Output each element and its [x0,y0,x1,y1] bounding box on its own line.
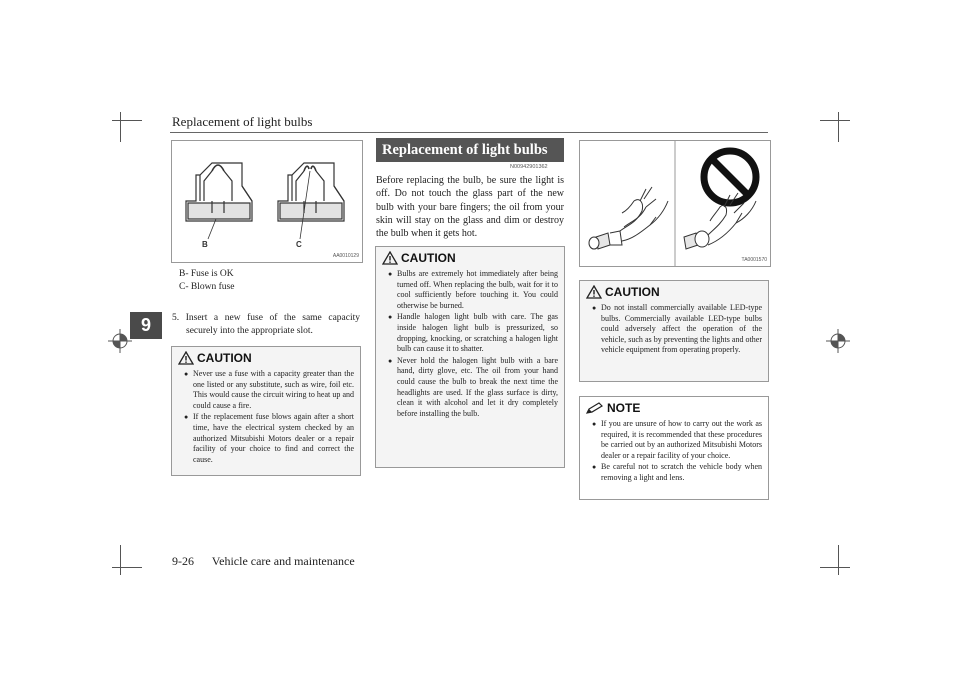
crop-mark [820,120,850,121]
note-title: NOTE [607,401,641,415]
caution-title: CAUTION [401,251,456,265]
warning-triangle-icon [382,251,398,265]
crop-mark [112,120,142,121]
crop-mark [120,545,121,575]
header-rule [170,132,768,133]
caution-item: ● If the replacement fuse blows again after a short time, have the electrical system checked by an authorized Mitsubishi Motors dealer or a repair facility of your choice to find and correct the cause. [184,412,354,465]
crop-mark [838,545,839,575]
fuse-drawing [172,141,362,262]
caution-title: CAUTION [605,285,660,299]
note-item: ● Be careful not to scratch the vehicle body when removing a light and lens. [592,462,762,483]
registration-target-left [108,329,132,353]
crop-mark [838,112,839,142]
caution-item: ● Bulbs are extremely hot immediately after being turned off. When replacing the bulb, wait for it to cool sufficiently before touching it. You could otherwise be burned. [388,269,558,311]
step-5-line-1: 5. Insert a new fuse of the same capacity [172,313,360,323]
bulb-handling-illustration [579,140,771,267]
step-5-line-2: securely into the appropriate slot. [186,325,313,336]
caution-item: ● Never hold the halogen light bulb with a bare hand, dirty glove, etc. The oil from your hand could cause the bulb to break the next time the headlights are used. If the glass surface is dirty, clean it with alcohol and let it dry completely before installing the bulb. [388,356,558,420]
caution-title: CAUTION [197,351,252,365]
note-item: ● If you are unsure of how to carry out the work as required, it is recommended that these procedures be carried out by an authorized Mitsubishi Motors dealer or a repair facility of your choice. [592,419,762,461]
pencil-icon [586,402,604,414]
warning-triangle-icon [586,285,602,299]
figure-code: TA0001570 [741,257,767,263]
note-box [579,396,769,500]
section-banner: Replacement of light bulbs [376,138,564,162]
chapter-tab: 9 [130,312,162,339]
section-intro: Before replacing the bulb, be sure the light is off. Do not touch the glass part of the new bulb with your bare fingers; the oil from your skin will stay on the glass and dim or destroy the bulb when it gets hot. [376,175,564,240]
caution-box-right [579,280,769,382]
footer-chapter: Vehicle care and maintenance [211,554,355,568]
figure-code: AA0010129 [332,253,359,259]
legend-blown-fuse: C- Blown fuse [179,282,235,292]
caution-box-middle [375,246,565,468]
fuse-illustration [171,140,363,263]
caution-header [376,247,564,269]
caution-item: ● Do not install commercially available LED-type bulbs. Commercially available LED-type bulbs could adversely affect the operation of the vehicle, such as by preventing the lights and other vehicle equipment from operating properly. [592,303,762,356]
page-number: 9-26 [172,554,194,568]
fuse-label-c: C [296,240,302,249]
warning-triangle-icon [178,351,194,365]
caution-header [172,347,360,369]
caution-item: ● Handle halogen light bulb with care. The gas inside halogen light bulb is pressurized, so dropping, knocking, or scratching a halogen light bulb can cause it to shatter. [388,312,558,354]
page-footer [172,554,355,569]
note-header [580,397,768,419]
step-5 [172,312,360,337]
caution-header [580,281,768,303]
caution-item: ● Never use a fuse with a capacity greater than the one listed or any substitute, such as wire, foil etc. This would cause the circuit wiring to heat up and could cause a fire. [184,369,354,411]
bulb-drawing [580,141,770,266]
crop-mark [820,567,850,568]
caution-box-left [171,346,361,476]
registration-target-right [826,329,850,353]
legend-fuse-ok: B- Fuse is OK [179,269,234,279]
crop-mark [120,112,121,142]
fuse-label-b: B [202,240,208,249]
page-header-title: Replacement of light bulbs [172,114,313,129]
crop-mark [112,567,142,568]
section-code: N00942901362 [510,164,548,170]
